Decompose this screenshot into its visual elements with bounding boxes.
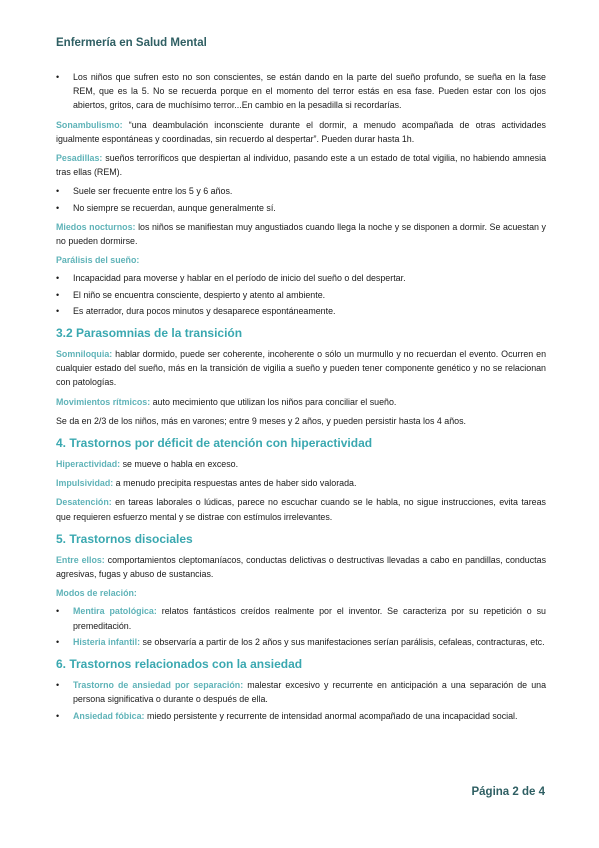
bullet-list [56, 271, 546, 318]
document-header: Enfermería en Salud Mental [56, 37, 207, 49]
list-item-text: miedo persistente y recurrente de intensidad anormal acompañado de una incapacidad social. [146, 710, 518, 721]
paragraph-text: comportamientos cleptomaníacos, conductas delictivas o destructivas llevadas a cabo en pandillas, conductas agresivas, fugas y abuso de sustancias. [56, 554, 547, 580]
paragraph-entre-ellos [56, 553, 546, 581]
list-item-text: Los niños que sufren esto no son conscientes, se están dando en la parte del sueño profundo, se sueña en la fase REM, que es la 5. No se recuerda porque en el momento del terror estás en esa fase. Pueden estar con los ojos abiertos, gritos, cara de muchísimo terror...En cambio en la pesadilla si recordarías. [73, 72, 546, 111]
list-item [56, 271, 546, 285]
paragraph-miedos [56, 220, 546, 248]
term-label: Movimientos rítmicos: [56, 396, 151, 407]
list-item [56, 201, 546, 215]
bullet-icon: • [56, 202, 60, 213]
bullet-icon: • [56, 710, 60, 721]
subheading-paralisis: Parálisis del sueño: [56, 255, 140, 266]
section-heading-6: 6. Trastornos relacionados con la ansiedad [56, 657, 303, 672]
term-label: Pesadillas: [56, 153, 103, 164]
term-label: Miedos nocturnos: [56, 221, 136, 232]
paragraph-desatencion [56, 495, 546, 523]
bullet-icon: • [56, 186, 60, 197]
paragraph-somniloquia [56, 347, 546, 390]
list-item [56, 635, 546, 649]
bullet-icon: • [56, 636, 60, 647]
list-item [56, 70, 546, 113]
list-item [56, 678, 546, 706]
paragraph-text: hablar dormido, puede ser coherente, incoherente o sólo un murmullo y no recuerdan el evento. Ocurren en cualquier estado del sueño, más en la transición de vigilia a sueño y pueden tener componente genético y no se relacionan con patologías. [56, 349, 546, 388]
paragraph-text: “una deambulación inconsciente durante el dormir, a menudo acompañada de otras actividades igualmente espontáneas y coordinadas, sin recuerdo al despertar”. Pueden durar hasta 1h. [56, 119, 546, 144]
bullet-list [56, 678, 546, 723]
paragraph-text: auto mecimiento que utilizan los niños para conciliar el sueño. [152, 396, 397, 407]
paragraph-hiperactividad [56, 457, 546, 471]
list-item-text: se observaría a partir de los 2 años y sus manifestaciones serían parálisis, cefaleas, contracturas, etc. [142, 636, 545, 647]
document-body [56, 70, 546, 728]
page-number: Página 2 de 4 [471, 786, 545, 798]
term-label: Mentira patológica: [73, 606, 157, 617]
paragraph-text: a menudo precipita respuestas antes de haber sido valorada. [115, 478, 357, 489]
subheading-modos: Modos de relación: [56, 588, 137, 599]
list-item [56, 709, 546, 723]
term-label: Trastorno de ansiedad por separación: [73, 680, 244, 691]
list-item-text: malestar excesivo y recurrente en anticipación a una separación de una persona significativa o durante o después de ella. [73, 680, 546, 705]
bullet-icon: • [56, 305, 60, 316]
term-label: Histeria infantil: [73, 636, 141, 647]
term-label: Ansiedad fóbica: [73, 710, 145, 721]
bullet-icon: • [56, 680, 60, 691]
bullet-list [56, 70, 546, 113]
paragraph-text: sueños terroríficos que despiertan al individuo, pasando este a un estado de total vigilia, no habiendo amnesia tras ellas (REM). [56, 153, 547, 178]
list-item-text: Suele ser frecuente entre los 5 y 6 años. [73, 186, 233, 197]
paragraph-impulsividad [56, 476, 546, 490]
bullet-list [56, 604, 546, 649]
list-item [56, 304, 546, 318]
list-item-text: El niño se encuentra consciente, despierto y atento al ambiente. [73, 289, 326, 300]
list-item-text: Es aterrador, dura pocos minutos y desaparece espontáneamente. [73, 305, 336, 316]
bullet-icon: • [56, 72, 60, 82]
term-label: Desatención: [56, 497, 112, 508]
list-item [56, 184, 546, 198]
list-item-text: No siempre se recuerdan, aunque generalmente sí. [73, 202, 276, 213]
term-label: Entre ellos: [56, 554, 105, 565]
paragraph-text: en tareas laborales o lúdicas, parece no escuchar cuando se le habla, no sigue instrucciones, evita tareas que requieren esfuerzo mental y se distrae con estímulos irrelevantes. [56, 497, 546, 522]
bullet-icon: • [56, 606, 60, 617]
term-label: Impulsividad: [56, 478, 114, 489]
paragraph-pesadillas [56, 151, 546, 179]
bullet-icon: • [56, 273, 60, 284]
paragraph-text: se mueve o habla en exceso. [122, 459, 239, 470]
section-heading-4: 4. Trastornos por déficit de atención con hiperactividad [56, 436, 373, 451]
list-item-text: relatos fantásticos creídos realmente por el inventor. Se caracteriza por su repetición o su premeditación. [73, 606, 546, 631]
section-heading-3-2: 3.2 Parasomnias de la transición [56, 326, 243, 341]
paragraph-movimientos [56, 395, 546, 409]
paragraph-incidencia: Se da en 2/3 de los niños, más en varones; entre 9 meses y 2 años, y pueden persistir hasta los 4 años. [56, 415, 466, 426]
bullet-list [56, 184, 546, 214]
paragraph-sonambulismo [56, 118, 546, 146]
section-heading-5: 5. Trastornos disociales [56, 531, 193, 546]
term-label: Hiperactividad: [56, 459, 121, 470]
list-item-text: Incapacidad para moverse y hablar en el período de inicio del sueño o del despertar. [73, 273, 406, 284]
term-label: Sonambulismo: [56, 119, 123, 130]
list-item [56, 604, 546, 632]
term-label: Somniloquia: [56, 349, 113, 360]
paragraph-text: los niños se manifiestan muy angustiados cuando llega la noche y se disponen a dormir. Se acuestan y no pueden dormirse. [56, 221, 546, 247]
list-item [56, 288, 546, 302]
bullet-icon: • [56, 289, 60, 300]
